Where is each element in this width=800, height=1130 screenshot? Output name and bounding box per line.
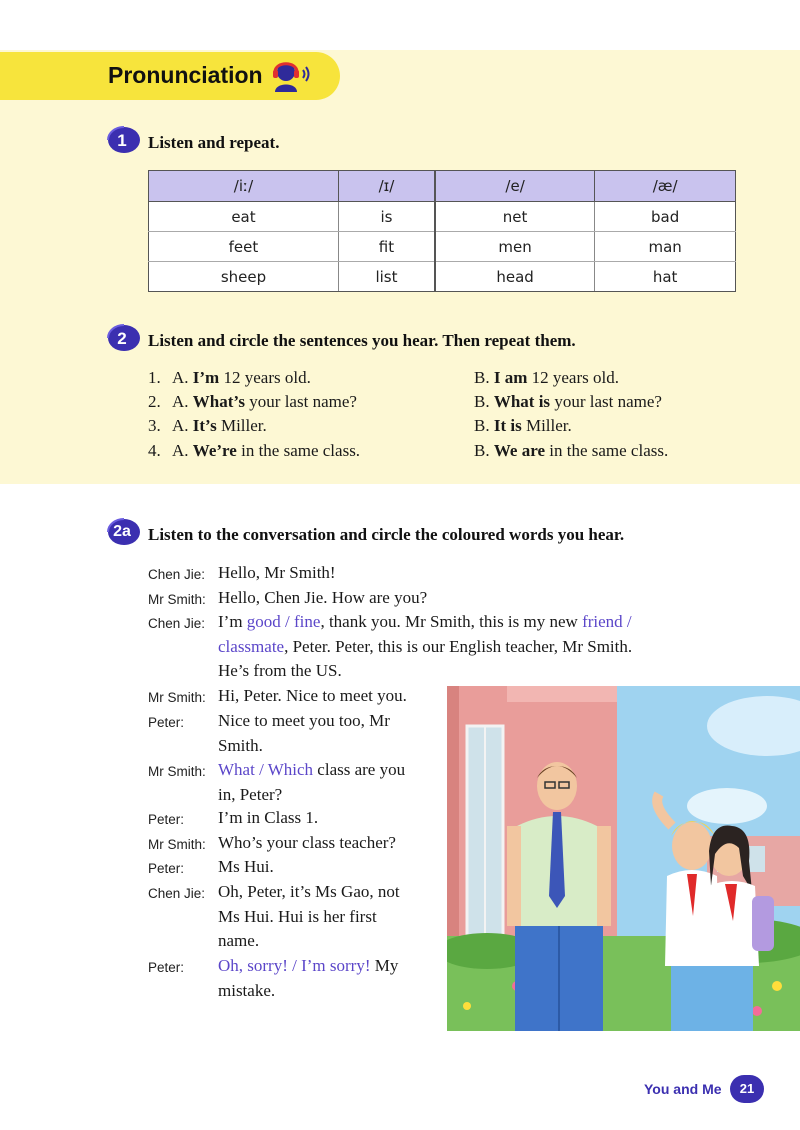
page-title: Pronunciation [108, 62, 263, 88]
option-b[interactable] [474, 392, 662, 412]
section-1-number: 1 [117, 131, 127, 150]
classroom-scene-illustration [447, 686, 800, 1031]
section-2-instruction: Listen and circle the sentences you hear. Then repeat them. [148, 331, 576, 350]
option-text: in the same class. [545, 441, 669, 460]
option-label: A. [172, 392, 189, 411]
headphones-speaker-icon[interactable] [268, 58, 312, 96]
utterance-text: Oh, Peter, it’s Ms Gao, not [218, 882, 400, 901]
option-bold: I am [493, 368, 528, 387]
utterance-text: , Peter. Peter, this is our English teacher, Mr Smith. [284, 636, 633, 656]
option-label: A. [172, 416, 189, 435]
table-cell: is [338, 202, 435, 232]
speaker-label: Mr Smith: [148, 690, 206, 705]
utterance: Ms Hui. [218, 857, 274, 876]
speaker-label: Peter: [148, 715, 185, 730]
table-row [149, 262, 736, 292]
speaker-label: Chen Jie: [148, 886, 206, 901]
utterance: Hello, Mr Smith! [218, 563, 336, 582]
speaker-label: Peter: [148, 861, 185, 876]
option-bold: What is [493, 392, 551, 411]
section-2a-number: 2a [113, 523, 131, 540]
utterance-text: in, Peter? [218, 784, 283, 804]
dialogue-line [148, 610, 688, 684]
table-cell: eat [149, 202, 339, 232]
speaker-label: Peter: [148, 812, 185, 827]
option-label: A. [172, 368, 189, 387]
option-b[interactable] [474, 416, 572, 436]
option-label: B. [474, 368, 490, 387]
option-a[interactable] [172, 392, 357, 412]
section-1-instruction: Listen and repeat. [148, 133, 280, 152]
table-cell: feet [149, 232, 339, 262]
item-number: 2. [148, 392, 161, 411]
table-cell: bad [595, 202, 736, 232]
phoneme-column-header: /æ/ [595, 171, 736, 202]
option-a[interactable] [172, 368, 311, 388]
option-text: 12 years old. [219, 368, 311, 387]
sentence-item [148, 392, 708, 416]
item-number: 4. [148, 441, 161, 460]
table-cell: list [338, 262, 435, 292]
option-label: B. [474, 416, 490, 435]
option-text: Miller. [216, 416, 267, 435]
sentence-item [148, 416, 708, 440]
section-2-number: 2 [117, 329, 127, 348]
table-row [149, 202, 736, 232]
speaker-label: Peter: [148, 960, 185, 975]
utterance-text: , thank you. Mr Smith, this is my new [320, 612, 583, 631]
top-margin [0, 0, 800, 50]
utterance: Hello, Chen Jie. How are you? [218, 588, 428, 607]
option-bold: We’re [192, 441, 237, 460]
word-choice[interactable]: classmate [218, 636, 285, 656]
option-bold: What’s [192, 392, 246, 411]
item-number: 3. [148, 416, 161, 435]
utterance: Who’s your class teacher? [218, 833, 396, 852]
section-2a-instruction: Listen to the conversation and circle the coloured words you hear. [148, 525, 625, 544]
utterance [218, 954, 398, 1003]
utterance-text: Nice to meet you too, Mr [218, 711, 390, 730]
phoneme-table [148, 170, 736, 292]
option-text: in the same class. [236, 441, 361, 460]
option-text: Miller. [521, 416, 572, 435]
utterance-text: mistake. [218, 980, 276, 1000]
speaker-label: Chen Jie: [148, 616, 206, 631]
utterance-text: He’s from the US. [218, 661, 342, 680]
table-cell: hat [595, 262, 736, 292]
utterance [218, 610, 688, 684]
option-bold: It’s [192, 416, 217, 435]
utterance-text: Ms Hui. Hui is her first [218, 906, 377, 926]
table-cell: net [435, 202, 595, 232]
option-label: B. [474, 441, 490, 460]
speaker-label: Mr Smith: [148, 837, 206, 852]
page-number: 21 [730, 1075, 764, 1103]
option-label: B. [474, 392, 490, 411]
phoneme-column-header: /iː/ [149, 171, 339, 202]
utterance: Hi, Peter. Nice to meet you. [218, 686, 407, 705]
table-cell: man [595, 232, 736, 262]
utterance-text: name. [218, 931, 260, 950]
utterance-text: class are you [313, 760, 406, 779]
option-a[interactable] [172, 441, 360, 461]
table-cell: men [435, 232, 595, 262]
utterance-text: My [370, 956, 399, 975]
sentence-item [148, 368, 708, 392]
speaker-label: Mr Smith: [148, 764, 206, 779]
table-cell: sheep [149, 262, 339, 292]
utterance-text: Smith. [218, 735, 263, 755]
option-b[interactable] [474, 441, 668, 461]
option-a[interactable] [172, 416, 267, 436]
option-text: your last name? [550, 392, 662, 411]
speaker-label: Chen Jie: [148, 567, 206, 582]
word-choice[interactable]: What / Which [218, 760, 314, 779]
table-cell: fit [338, 232, 435, 262]
option-text: your last name? [245, 392, 357, 411]
option-label: A. [172, 441, 189, 460]
option-bold: I’m [192, 368, 220, 387]
phoneme-column-header: /ɪ/ [338, 171, 435, 202]
word-choice[interactable]: friend / [582, 612, 632, 631]
table-cell: head [435, 262, 595, 292]
utterance [218, 758, 405, 807]
utterance-text: I’m [218, 612, 247, 631]
option-text: 12 years old. [527, 368, 619, 387]
speaker-label: Mr Smith: [148, 592, 206, 607]
option-bold: We are [493, 441, 545, 460]
sentence-item [148, 441, 708, 465]
unit-title: You and Me [644, 1081, 722, 1097]
phoneme-column-header: /e/ [435, 171, 595, 202]
phoneme-table-header [149, 171, 736, 202]
utterance: I’m in Class 1. [218, 808, 319, 827]
table-row [149, 232, 736, 262]
utterance [218, 880, 400, 954]
item-number: 1. [148, 368, 161, 387]
option-b[interactable] [474, 368, 619, 388]
utterance [218, 709, 390, 758]
word-choice[interactable]: good / fine [246, 612, 321, 631]
word-choice[interactable]: Oh, sorry! / I’m sorry! [218, 956, 371, 975]
option-bold: It is [493, 416, 522, 435]
